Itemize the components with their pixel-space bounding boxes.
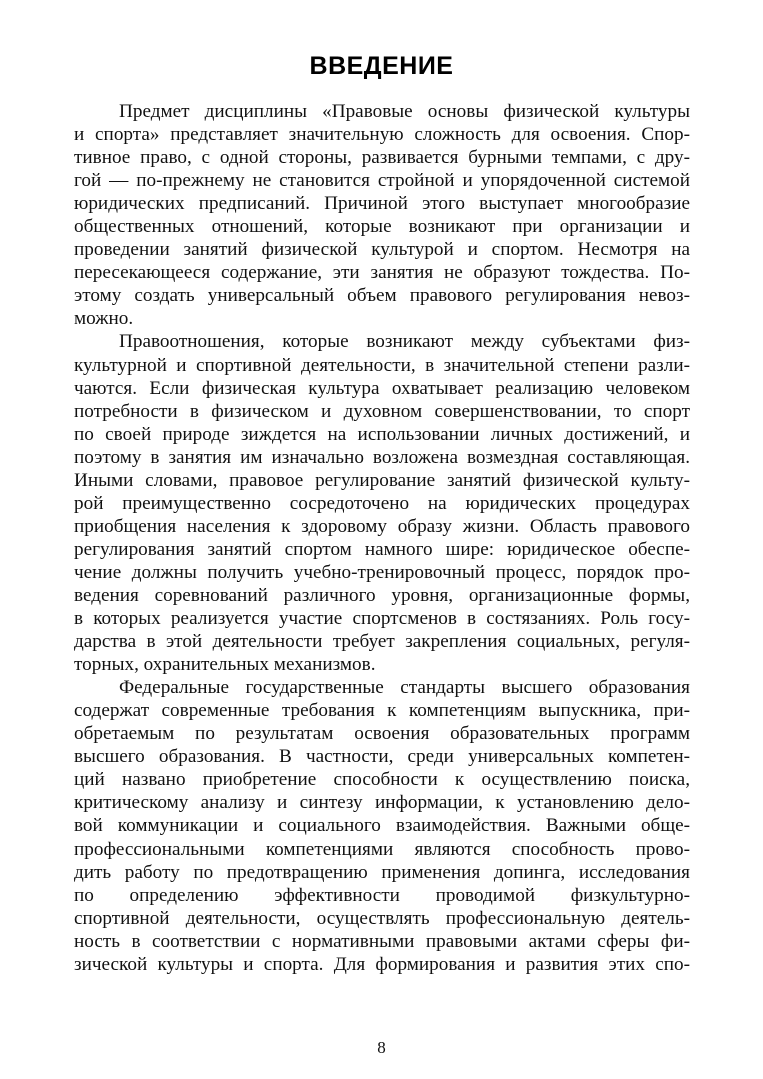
text-line: этому создать универсальный объем правового регулирования невоз- xyxy=(74,285,690,307)
text-line: чаются. Если физическая культура охватывает реализацию человеком xyxy=(74,377,690,399)
text-line: содержат современные требования к компетенциям выпускника, при- xyxy=(74,700,690,722)
text-line: гой — по-прежнему не становится стройной и упорядоченной системой xyxy=(74,170,690,192)
text-line: пересекающееся содержание, эти занятия не образуют тождества. По- xyxy=(74,262,690,284)
text-line: высшего образования. В частности, среди универсальных компетен- xyxy=(74,746,690,768)
text-line: регулирования занятий спортом намного шире: юридическое обеспе- xyxy=(74,538,690,560)
text-line: Правоотношения, которые возникают между субъектами физ- xyxy=(119,331,690,353)
text-line: Иными словами, правовое регулирование занятий физической культу- xyxy=(74,469,690,491)
page-number: 8 xyxy=(377,1038,386,1057)
text-line: культурной и спортивной деятельности, в значительной степени разли- xyxy=(74,354,690,376)
text-line: проведении занятий физической культурой и спортом. Несмотря на xyxy=(74,239,690,261)
text-line: приобщения населения к здоровому образу жизни. Область правового xyxy=(74,515,690,537)
text-line: профессиональными компетенциями являются способность прово- xyxy=(74,838,690,860)
text-line: торных, охранительных механизмов. xyxy=(74,654,376,676)
text-line: тивное право, с одной стороны, развивается бурными темпами, с дру- xyxy=(74,147,690,169)
text-line: вой коммуникации и социального взаимодействия. Важными обще- xyxy=(74,815,690,837)
text-line: в которых реализуется участие спортсменов в состязаниях. Роль госу- xyxy=(74,608,690,630)
text-line: зической культуры и спорта. Для формирования и развития этих спо- xyxy=(74,953,690,975)
text-line: по определению эффективности проводимой физкультурно- xyxy=(74,884,690,906)
text-line: дить работу по предотвращению применения допинга, исследования xyxy=(74,861,690,883)
page-title: ВВЕДЕНИЕ xyxy=(309,52,454,80)
text-line: Предмет дисциплины «Правовые основы физической культуры xyxy=(119,101,690,122)
text-line: обретаемым по результатам освоения образовательных программ xyxy=(74,723,690,745)
text-line: Федеральные государственные стандарты высшего образования xyxy=(119,677,690,699)
text-line: можно. xyxy=(74,308,134,330)
text-line: рой преимущественно сосредоточено на юридических процедурах xyxy=(74,492,690,514)
text-line: поэтому в занятия им изначально возложена возмездная составляющая. xyxy=(74,446,690,468)
text-line: потребности в физическом и духовном совершенствовании, то спорт xyxy=(74,400,690,422)
text-line: по своей природе зиждется на использовании личных достижений, и xyxy=(74,423,690,445)
text-line: общественных отношений, которые возникают при организации и xyxy=(74,216,690,238)
text-line: и спорта» представляет значительную сложность для освоения. Спор- xyxy=(74,124,690,146)
text-line: ность в соответствии с нормативными правовыми актами сферы фи- xyxy=(74,930,690,952)
text-line: дарства в этой деятельности требует закрепления социальных, регуля- xyxy=(74,631,690,653)
text-line: ций названо приобретение способности к осуществлению поиска, xyxy=(74,769,690,791)
text-line: чение должны получить учебно-тренировочный процесс, порядок про- xyxy=(74,561,690,583)
text-line: критическому анализу и синтезу информации, к установлению дело- xyxy=(74,792,690,814)
text-line: юридических предписаний. Причиной этого выступает многообразие xyxy=(74,193,690,215)
text-line: спортивной деятельности, осуществлять профессиональную деятель- xyxy=(74,907,690,929)
text-line: ведения соревнований различного уровня, организационные формы, xyxy=(74,584,690,606)
body-text xyxy=(74,100,690,976)
